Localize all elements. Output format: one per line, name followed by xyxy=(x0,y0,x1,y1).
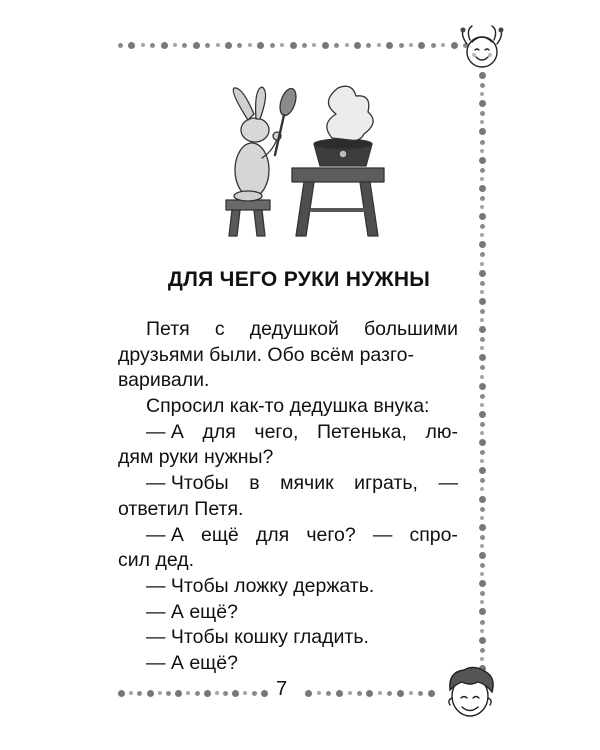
text-line: — Чтобы ложку держать. xyxy=(146,574,375,597)
text-line: — А ещё? xyxy=(146,651,238,674)
text-line: — А ещё? xyxy=(146,600,238,623)
dotted-border-bottom-right xyxy=(305,689,435,697)
text-line: Петя с дедушкой большими xyxy=(146,318,458,340)
dotted-border-right xyxy=(478,72,486,672)
story-text xyxy=(118,317,458,677)
text-line: дям руки нужны? xyxy=(118,446,274,469)
story-title: ДЛЯ ЧЕГО РУКИ НУЖНЫ xyxy=(167,268,431,291)
page-number: 7 xyxy=(276,678,288,700)
text-line: Спросил как-то дедушка внука: xyxy=(146,395,430,418)
text-line: ответил Петя. xyxy=(118,497,244,520)
text-line: сил дед. xyxy=(118,549,195,572)
girl-face-icon xyxy=(458,22,506,74)
text-line: — А ещё для чего? — спро- xyxy=(146,523,458,546)
rabbit-cooking-illustration xyxy=(200,78,400,240)
dotted-border-bottom-left xyxy=(118,689,268,697)
text-line: — Чтобы в мячик играть, — xyxy=(146,472,458,495)
text-line: варивали. xyxy=(118,369,210,392)
text-line: — А для чего, Петенька, лю- xyxy=(146,420,458,443)
text-line: друзьями были. Обо всём разго- xyxy=(118,343,415,366)
dotted-border-top xyxy=(118,41,468,49)
text-line: — Чтобы кошку гладить. xyxy=(146,626,369,649)
